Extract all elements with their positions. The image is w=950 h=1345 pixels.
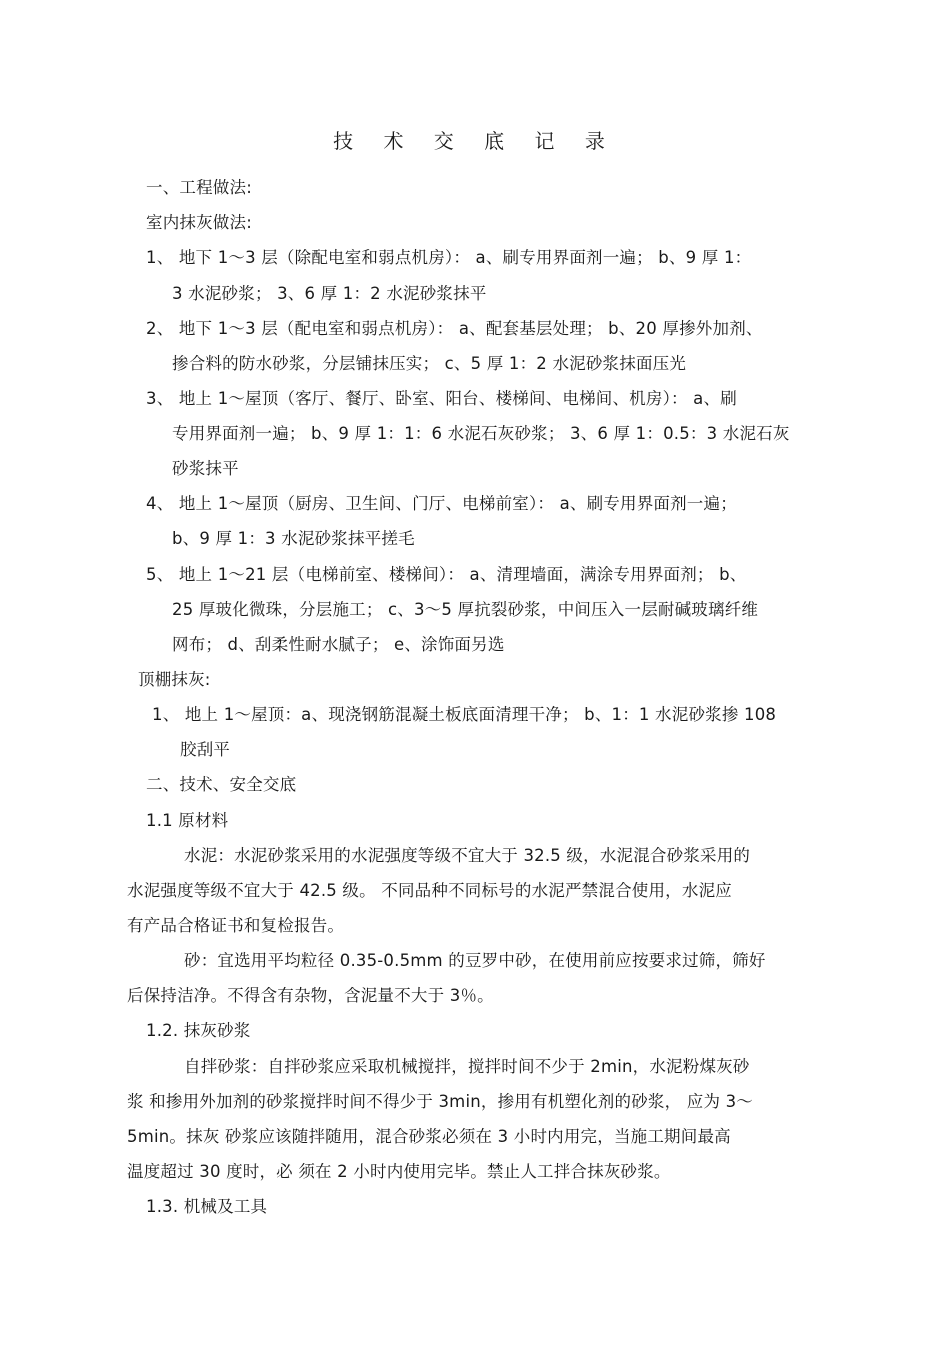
list-item-continuation: 专用界面剂一遍； b、9 厚 1：1：6 水泥石灰砂浆； 3、6 厚 1：0.5：3 水泥石灰 — [172, 424, 790, 443]
list-item: 1、 地上 1～屋顶：a、现浇钢筋混凝土板底面清理干净； b、1：1 水泥砂浆掺 108 — [152, 705, 777, 724]
paragraph-line: 水泥：水泥砂浆采用的水泥强度等级不宜大于 32.5 级，水泥混合砂浆采用的 — [184, 846, 751, 865]
subsection-heading: 室内抹灰做法: — [146, 213, 252, 232]
list-item-continuation: 掺合料的防水砂浆，分层铺抹压实； c、5 厚 1：2 水泥砂浆抹面压光 — [172, 354, 687, 373]
list-item: 5、 地上 1～21 层（电梯前室、楼梯间）： a、清理墙面，满涂专用界面剂； b、 — [146, 565, 747, 584]
paragraph-line: 后保持洁净。不得含有杂物，含泥量不大于 3％。 — [127, 986, 494, 1005]
subsection-heading: 1.1 原材料 — [146, 811, 229, 830]
paragraph-line: 水泥强度等级不宜大于 42.5 级。 不同品种不同标号的水泥严禁混合使用，水泥应 — [127, 881, 732, 900]
paragraph-line: 5min。抹灰 砂浆应该随拌随用，混合砂浆必须在 3 小时内用完，当施工期间最高 — [127, 1127, 731, 1146]
subsection-heading: 1.2. 抹灰砂浆 — [146, 1021, 251, 1040]
list-item-continuation: 3 水泥砂浆； 3、6 厚 1：2 水泥砂浆抹平 — [172, 284, 487, 303]
paragraph-line: 温度超过 30 度时，必 须在 2 小时内使用完毕。禁止人工拌合抹灰砂浆。 — [127, 1162, 671, 1181]
list-item-continuation: b、9 厚 1：3 水泥砂浆抹平搓毛 — [172, 529, 415, 548]
list-item-continuation: 网布； d、刮柔性耐水腻子； e、涂饰面另选 — [172, 635, 505, 654]
subsection-heading: 顶棚抹灰: — [138, 670, 211, 689]
list-item-continuation: 25 厚玻化微珠，分层施工； c、3～5 厚抗裂砂浆，中间压入一层耐碱玻璃纤维 — [172, 600, 759, 619]
subsection-heading: 1.3. 机械及工具 — [146, 1197, 268, 1216]
section-heading: 二、技术、安全交底 — [146, 775, 297, 794]
list-item: 1、 地下 1～3 层（除配电室和弱点机房）： a、刷专用界面剂一遍； b、9 厚 1： — [146, 248, 752, 267]
list-item-continuation: 砂浆抹平 — [172, 459, 239, 478]
list-item: 3、 地上 1～屋顶（客厅、餐厅、卧室、阳台、楼梯间、电梯间、机房）： a、刷 — [146, 389, 737, 408]
list-item: 2、 地下 1～3 层（配电室和弱点机房）： a、配套基层处理； b、20 厚掺外加剂、 — [146, 319, 763, 338]
paragraph-line: 有产品合格证书和复检报告。 — [127, 916, 345, 935]
paragraph-line: 砂：宜选用平均粒径 0.35-0.5mm 的豆罗中砂，在使用前应按要求过筛，筛好 — [184, 951, 766, 970]
list-item: 4、 地上 1～屋顶（厨房、卫生间、门厅、电梯前室）： a、刷专用界面剂一遍； — [146, 494, 737, 513]
paragraph-line: 浆 和掺用外加剂的砂浆搅拌时间不得少于 3min，掺用有机塑化剂的砂浆， 应为 3～ — [127, 1092, 753, 1111]
paragraph-line: 自拌砂浆：自拌砂浆应采取机械搅拌，搅拌时间不少于 2min，水泥粉煤灰砂 — [184, 1057, 750, 1076]
list-item-continuation: 胶刮平 — [180, 740, 231, 759]
section-heading: 一、工程做法: — [146, 178, 252, 197]
document-title: 技 术 交 底 记 录 — [333, 129, 617, 153]
